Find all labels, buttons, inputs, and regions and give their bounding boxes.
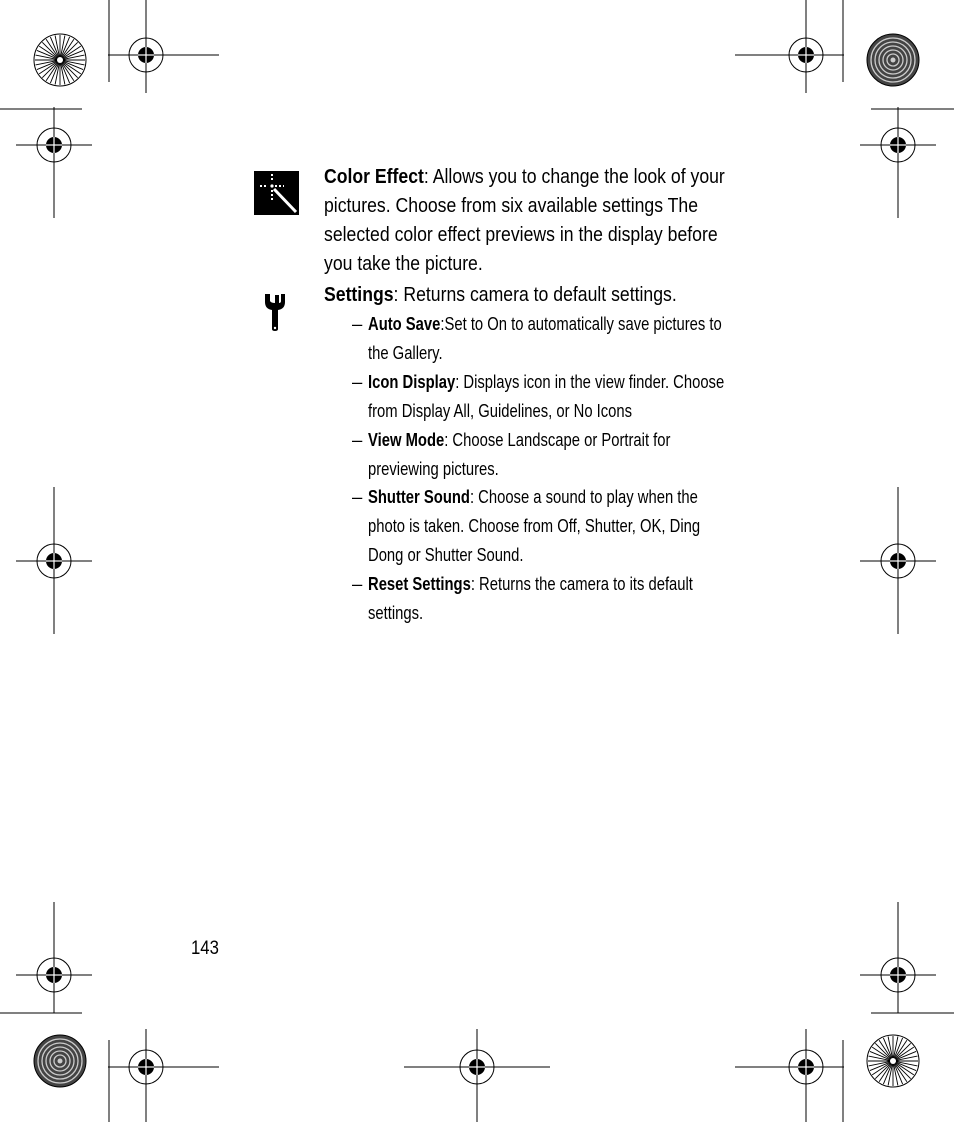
color-effect-entry: [324, 162, 744, 278]
list-dash: –: [352, 573, 363, 594]
settings-title: Settings: [324, 283, 394, 306]
list-item-label: View Mode: [368, 429, 445, 450]
list-dash: –: [352, 486, 363, 507]
list-item-text: : Choose Landscape or Portrait for previewing pictures.: [368, 429, 671, 479]
settings-text: : Returns camera to default settings.: [393, 283, 677, 306]
magic-wand-icon: [254, 171, 299, 215]
list-item-text: : Returns the camera to its default settings.: [368, 573, 693, 623]
list-item-label: Icon Display: [368, 371, 456, 392]
list-dash: –: [352, 429, 363, 450]
color-effect-text: : Allows you to change the look of your pictures. Choose from six available settings The selected color effect previews in the display before you take the picture.: [324, 165, 725, 275]
color-effect-title: Color Effect: [324, 165, 424, 188]
page-number: 143: [191, 938, 219, 959]
list-dash: –: [352, 313, 363, 334]
list-item-label: Reset Settings: [368, 573, 471, 594]
settings-entry: [324, 280, 744, 309]
wrench-icon: [262, 292, 288, 332]
settings-paragraph: [324, 280, 744, 309]
color-effect-paragraph: [324, 162, 744, 278]
list-item-text: : Choose a sound to play when the photo is taken. Choose from Off, Shutter, OK, Ding Dong or Shutter Sound.: [368, 486, 701, 565]
list-item-text: : Displays icon in the view finder. Choose from Display All, Guidelines, or No Icons: [368, 371, 725, 421]
list-item-label: Auto Save: [368, 313, 441, 334]
list-item-text: :Set to On to automatically save pictures to the Gallery.: [368, 313, 722, 363]
list-dash: –: [352, 371, 363, 392]
list-item-label: Shutter Sound: [368, 486, 470, 507]
